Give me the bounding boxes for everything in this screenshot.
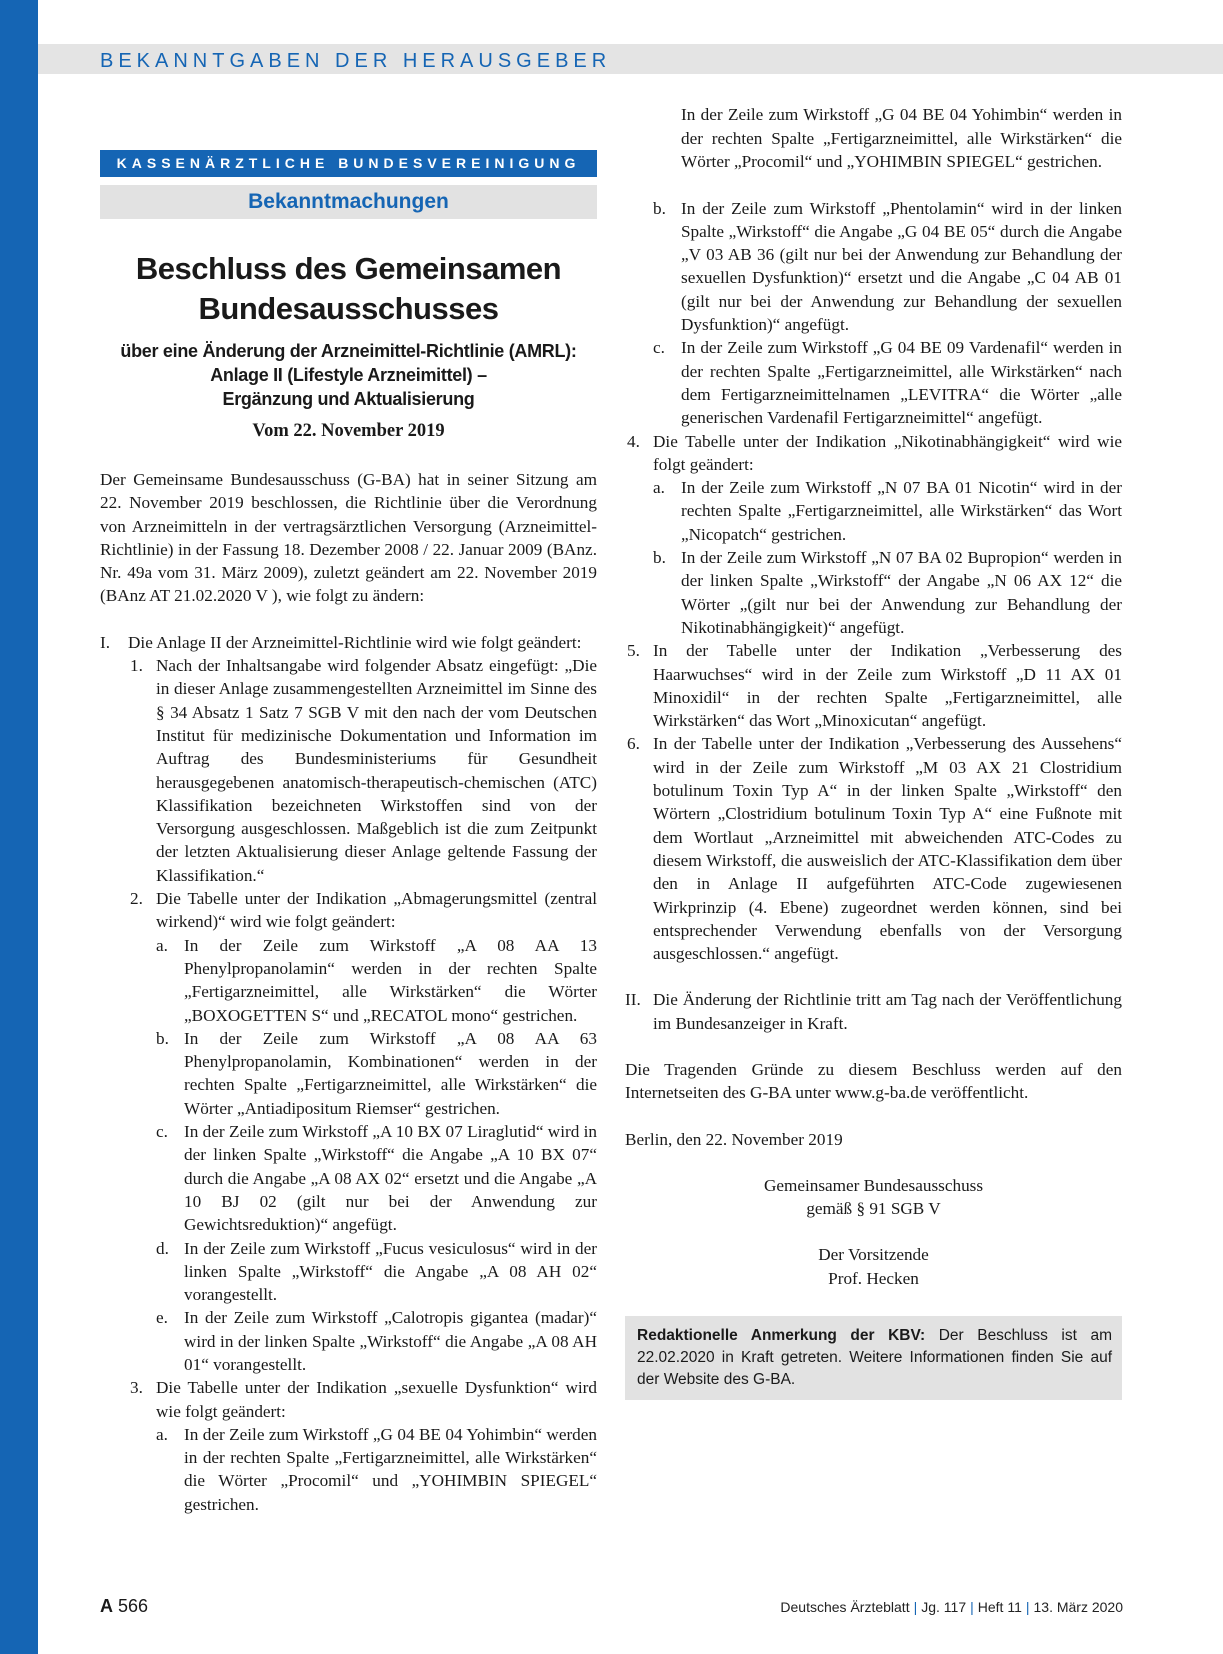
article-date: Vom 22. November 2019 <box>252 421 445 441</box>
sub-list-item-continued <box>653 105 1122 197</box>
sub-item-text: In der Zeile zum Wirkstoff „G 04 BE 04 Yohimbin“ werden in der rechten Spalte „Fertigarzneimittel, alle Wirkstärken“ die Wörter „Procomil“ und „YOHIMBIN SPIEGEL“ gestrichen. <box>681 105 1122 171</box>
sub-list-item <box>653 197 1122 337</box>
sub-item-text-continued <box>681 105 1122 197</box>
sub-item-text: In der Zeile zum Wirkstoff „N 07 BA 02 Bupropion“ werden in der linken Spalte „Wirkstoff“ der Angabe „N 06 AX 12“ die Wörter „(gilt nur bei der Anwendung zur Behandlung der Nikotinabhängigkeit)“ angefügt. <box>681 548 1122 637</box>
item-marker: 2. <box>130 889 143 909</box>
sub-list-item <box>156 1237 597 1307</box>
subtitle-line: über eine Änderung der Arzneimittel-Richtlinie (AMRL): <box>120 341 577 361</box>
sub-item-marker: b. <box>156 1028 169 1048</box>
page-section-header: BEKANNTGABEN DER HERAUSGEBER <box>100 50 612 72</box>
sub-item-text: In der Zeile zum Wirkstoff „Fucus vesiculosus“ wird in der linken Spalte „Wirkstoff“ die Angabe „A 08 AH 02“ vorangestellt. <box>184 1238 597 1305</box>
item-marker: 5. <box>627 641 640 661</box>
place-date: Berlin, den 22. November 2019 <box>625 1129 843 1149</box>
sub-list-item <box>156 1120 597 1236</box>
item-marker: 3. <box>130 1378 143 1398</box>
sub-item-text: In der Zeile zum Wirkstoff „Calotropis gigantea (madar)“ wird in der linken Spalte „Wirkstoff“ die Angabe „A 08 AH 01“ vorangestellt. <box>184 1308 597 1374</box>
title-line: Bundesausschusses <box>198 291 499 326</box>
item-text: Die Tabelle unter der Indikation „Nikotinabhängigkeit“ wird wie folgt geändert: <box>653 431 1122 474</box>
right-column <box>625 105 1122 1400</box>
journal-issue: Heft 11 <box>977 1599 1022 1615</box>
signature-line: Gemeinsamer Bundesausschuss <box>763 1175 984 1195</box>
signature-organization <box>625 1174 1122 1221</box>
sub-item-marker: d. <box>156 1238 169 1258</box>
sub-list-item <box>653 336 1122 429</box>
list-item <box>128 887 597 1376</box>
sub-item-marker: b. <box>653 548 666 568</box>
item-marker: 1. <box>130 656 143 676</box>
signature-line: Prof. Hecken <box>828 1268 919 1288</box>
sub-item-marker: c. <box>156 1122 168 1142</box>
sub-item-text: In der Zeile zum Wirkstoff „G 04 BE 09 Vardenafil“ werden in der rechten Spalte „Fertigarzneimittel, alle Wirkstärken“ nach dem Fertigarzneimittelnamen „LEVITRA“ die Wörter „alle generischen Vardenafil Fertigarzneimittel“ angefügt. <box>681 338 1122 428</box>
organization-bar: KASSENÄRZTLICHE BUNDESVEREINIGUNG <box>100 150 597 177</box>
item-text: Die Tabelle unter der Indikation „Abmagerungsmittel (zentral wirkend)“ wird wie folgt geändert: <box>156 889 597 932</box>
title-line: Beschluss des Gemeinsamen <box>135 251 562 286</box>
list-item <box>128 654 597 887</box>
section-content <box>128 631 597 1514</box>
page-prefix: A <box>100 1596 113 1616</box>
sub-item-text: In der Zeile zum Wirkstoff „A 08 AA 63 Phenylpropanolamin, Kombinationen“ werden in der rechten Spalte „Fertigarzneimittel, alle Wirkstärken“ die Wörter „Antiadipositum Riemser“ gestrichen. <box>184 1028 597 1118</box>
sub-list-item <box>156 934 597 1027</box>
list-item <box>625 430 1122 640</box>
sub-item-marker: a. <box>653 478 665 498</box>
item-content <box>156 1376 597 1514</box>
sub-item-marker: a. <box>156 935 168 955</box>
sub-list-item <box>653 476 1122 546</box>
sub-item-text: In der Zeile zum Wirkstoff „N 07 BA 01 Nicotin“ wird in der rechten Spalte „Fertigarzneimittel, alle Wirkstärken“ das Wort „Nicopatch“ gestrichen. <box>681 478 1122 544</box>
section-text: Die Anlage II der Arzneimittel-Richtlinie wird wie folgt geändert: <box>128 632 582 652</box>
subtitle-line: Ergänzung und Aktualisierung <box>222 389 475 409</box>
article-subtitle <box>100 339 597 411</box>
signature-line: Der Vorsitzende <box>818 1245 929 1265</box>
sub-item-marker: e. <box>156 1308 168 1328</box>
journal-info <box>780 1599 1123 1615</box>
sub-list-item <box>156 1423 597 1514</box>
continued-list <box>625 105 1122 965</box>
section-marker: II. <box>625 990 641 1010</box>
page-number-value: 566 <box>118 1596 149 1616</box>
sub-item-text: In der Zeile zum Wirkstoff „G 04 BE 04 Yohimbin“ werden in der rechten Spalte „Fertigarzneimittel, alle Wirkstärken“ die Wörter „Procomil“ und „YOHIMBIN SPIEGEL“ gestrichen. <box>184 1424 597 1514</box>
list-item <box>625 732 1122 965</box>
sub-list-item <box>156 1306 597 1376</box>
separator: | <box>1025 1599 1030 1615</box>
page-number <box>100 1596 148 1617</box>
list-item <box>128 1376 597 1514</box>
sub-item-text: In der Zeile zum Wirkstoff „A 10 BX 07 Liraglutid“ wird in der linken Spalte „Wirkstoff“ die Angabe „A 10 BX 07“ durch die Angabe „A 08 AX 02“ ersetzt und die Angabe „A 10 BJ 02 (gilt nur bei der Anwendung zur Gewichtsreduktion)“ angefügt. <box>184 1122 597 1235</box>
journal-name: Deutsches Ärzteblatt <box>780 1599 910 1615</box>
signature-person <box>625 1243 1122 1290</box>
sub-list-item <box>156 1027 597 1120</box>
item-text: Nach der Inhaltsangabe wird folgender Absatz eingefügt: „Die in dieser Anlage zusammengestellten Arzneimittel im Sinne des § 34 Absatz 1 Satz 7 SGB V mit den nach der vom Deutschen Institut für medizinische Dokumentation und Information im Auftrag des Bundesministeriums für Gesundheit herausgegebenen anatomisch-therapeutisch-chemischen (ATC) Klassifikation bezeichneten Wirkstoffen sind von der Versorgung ausgeschlossen. Maßgeblich ist die zum Zeitpunkt der letzten Aktualisierung dieser Anlage geltende Fassung der Klassifikation.“ <box>156 656 597 885</box>
sub-item-marker: b. <box>653 198 666 218</box>
journal-date: 13. März 2020 <box>1033 1599 1123 1615</box>
list-item <box>625 639 1122 732</box>
section-i <box>100 631 597 1514</box>
item-marker: 6. <box>627 734 640 754</box>
sub-item-text: In der Zeile zum Wirkstoff „A 08 AA 13 Phenylpropanolamin“ werden in der rechten Spalte „Fertigarzneimittel, alle Wirkstärken“ die Wörter „BOXOGETTEN S“ und „RECATOL mono“ gestrichen. <box>184 935 597 1025</box>
intro-paragraph: Der Gemeinsame Bundesausschuss (G-BA) hat in seiner Sitzung am 22. November 2019 beschlossen, die Richtlinie über die Verordnung von Arzneimitteln in der vertragsärztlichen Versorgung (Arzneimittel-Richtlinie) in der Fassung 18. Dezember 2008 / 22. Januar 2009 (BAnz. Nr. 49a vom 31. März 2009), zuletzt geändert am 22. November 2019 (BAnz AT 21.02.2020 V ), wie folgt zu ändern: <box>100 470 597 606</box>
left-column <box>100 150 597 1514</box>
separator: | <box>970 1599 974 1615</box>
editorial-note <box>625 1316 1122 1400</box>
section-text: Die Änderung der Richtlinie tritt am Tag nach der Veröffentlichung im Bundesanzeiger in Kraft. <box>653 990 1122 1033</box>
journal-volume: Jg. 117 <box>921 1599 967 1615</box>
note-text: Der Beschluss ist am 22.02.2020 in Kraft getreten. Weitere Informationen finden Sie auf der Website des G-BA. <box>637 1327 1113 1389</box>
reasons-paragraph: Die Tragenden Gründe zu diesem Beschluss werden auf den Internetseiten des G-BA unter www.g-ba.de veröffentlicht. <box>625 1059 1122 1103</box>
item-content <box>653 430 1122 640</box>
item-content <box>156 887 597 1376</box>
left-color-bar <box>0 0 38 1654</box>
sub-item-marker: c. <box>653 338 665 358</box>
item-marker: 4. <box>627 431 640 451</box>
sub-item-marker: a. <box>156 1424 168 1444</box>
note-label: Redaktionelle Anmerkung der KBV: <box>637 1327 926 1345</box>
section-marker: I. <box>100 632 111 652</box>
subtitle-line: Anlage II (Lifestyle Arzneimittel) – <box>210 365 487 385</box>
signature-line: gemäß § 91 SGB V <box>806 1199 941 1219</box>
section-ii <box>625 988 1122 1035</box>
item-text: Die Tabelle unter der Indikation „sexuelle Dysfunktion“ wird wie folgt geändert: <box>156 1378 597 1421</box>
item-text: In der Tabelle unter der Indikation „Verbesserung des Aussehens“ wird in der Zeile zum Wirkstoff „M 03 AX 21 Clostridium botulinum Toxin Typ A“ in der linken Spalte „Wirkstoff“ den Wörtern „Clostridium botulinum Toxin Typ A“ eine Fußnote mit dem Wortlaut „Arzneimittel mit abweichenden ATC-Codes zu diesem Wirkstoff, die ausweislich der ATC-Klassifikation dem über den in Anlage II aufgeführten ATC-Code zugewiesenen Wirkprinzip (4. Ebene) zugeordnet werden können, sind bei entsprechender Verwendung ebenfalls von der Versorgung ausgeschlossen.“ angefügt. <box>653 734 1122 964</box>
item-text: In der Tabelle unter der Indikation „Verbesserung des Haarwuchses“ wird in der Zeile zum Wirkstoff „D 11 AX 01 Minoxidil“ in der rechten Spalte „Fertigarzneimittel, alle Wirkstärken“ das Wort „Minoxicutan“ angefügt. <box>653 641 1122 731</box>
spacer <box>653 150 681 197</box>
separator: | <box>913 1599 918 1615</box>
article-title <box>100 249 597 329</box>
sub-list-item <box>653 546 1122 639</box>
sub-item-text: In der Zeile zum Wirkstoff „Phentolamin“ wird in der linken Spalte „Wirkstoff“ die Angabe „G 04 BE 05“ durch die Angabe „V 03 AB 36 (gilt nur bei der Anwendung zur Behandlung der sexuellen Dysfunktion)“ ersetzt und die Angabe „C 04 AB 01 (gilt nur bei der Anwendung zur Behandlung der sexuellen Dysfunktion)“ angefügt. <box>681 198 1122 335</box>
section-bar: Bekanntmachungen <box>100 185 597 219</box>
